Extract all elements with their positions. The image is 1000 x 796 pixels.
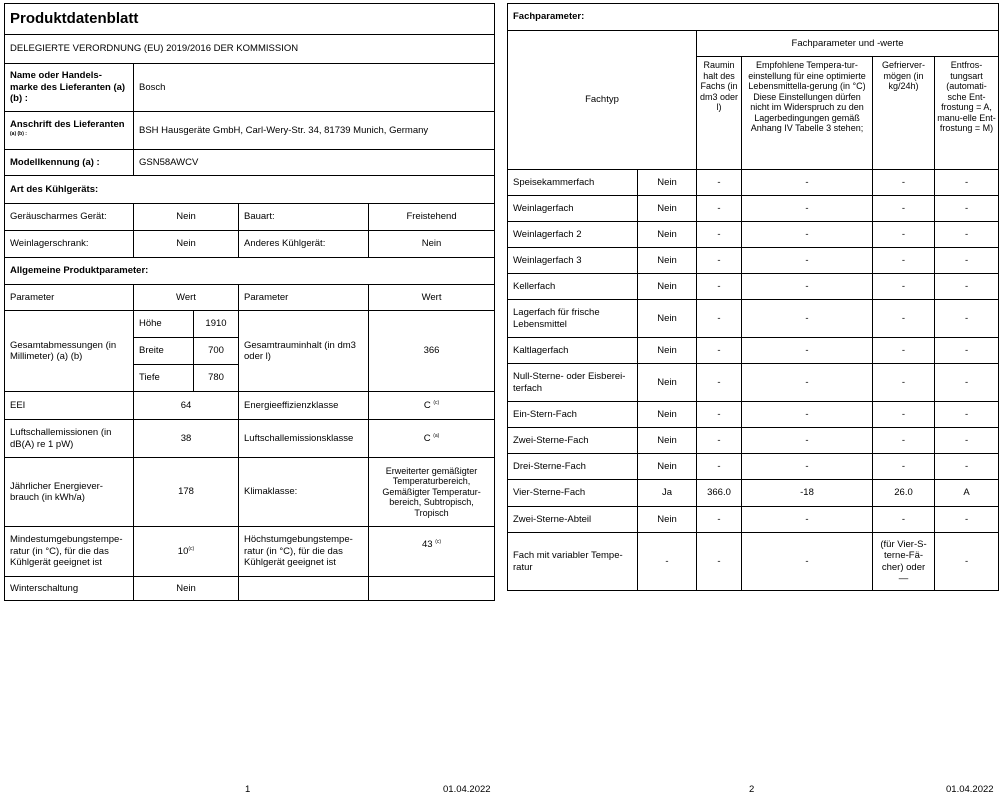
footer-date: 01.04.2022 bbox=[946, 784, 994, 795]
compartment-present: Nein bbox=[638, 364, 697, 402]
param-header: Parameter bbox=[239, 285, 369, 311]
max-temp-label: Höchstumgebungstempe-ratur (in °C), für die das Kühlgerät geeignet ist bbox=[239, 527, 369, 577]
supplier-name: Bosch bbox=[134, 64, 495, 112]
compartment-defrost: - bbox=[935, 364, 999, 402]
value-header: Wert bbox=[134, 285, 239, 311]
compartment-temperature: - bbox=[742, 364, 873, 402]
table-row bbox=[508, 507, 999, 533]
width-label: Breite bbox=[134, 338, 194, 365]
compartment-freezing: - bbox=[873, 300, 935, 338]
compartment-present: Nein bbox=[638, 274, 697, 300]
compartment-present: Nein bbox=[638, 300, 697, 338]
compartment-present: Nein bbox=[638, 222, 697, 248]
temperature-column-header: Empfohlene Tempera-tur-einstellung für eine optimierte Lebensmittella-gerung (in °C) Diese Einstellungen dürfen nicht im Widerspruch zu den Lagerbedingungen gemäß Anhang IV Tabelle 3 stehen; bbox=[742, 57, 873, 170]
freezing-column-header: Gefrierver-mögen (in kg/24h) bbox=[873, 57, 935, 170]
compartment-volume: - bbox=[697, 248, 742, 274]
device-type-heading: Art des Kühlgeräts: bbox=[5, 176, 495, 204]
max-temp-note: (c) bbox=[435, 538, 442, 545]
compartment-volume: - bbox=[697, 428, 742, 454]
compartment-freezing: - bbox=[873, 507, 935, 533]
compartment-volume: - bbox=[697, 300, 742, 338]
max-temp-value: 43 $^{(c)}$ bbox=[369, 527, 495, 577]
empty-cell bbox=[239, 577, 369, 601]
compartment-temperature: - bbox=[742, 248, 873, 274]
climate-label: Klimaklasse: bbox=[239, 458, 369, 527]
compartment-present: Nein bbox=[638, 338, 697, 364]
compartments-heading: Fachparameter: bbox=[508, 4, 999, 31]
noise-class-label: Luftschallemissionsklasse bbox=[239, 420, 369, 458]
eei-value: 64 bbox=[134, 392, 239, 420]
annual-energy-label: Jährlicher Energiever-brauch (in kWh/a) bbox=[5, 458, 134, 527]
compartment-parameters-table bbox=[507, 3, 999, 591]
compartment-temperature: - bbox=[742, 300, 873, 338]
model-id: GSN58AWCV bbox=[134, 150, 495, 176]
table-row bbox=[508, 454, 999, 480]
compartment-volume: - bbox=[697, 507, 742, 533]
group-header: Fachparameter und -werte bbox=[697, 31, 999, 57]
compartment-volume: - bbox=[697, 222, 742, 248]
compartment-present: Nein bbox=[638, 402, 697, 428]
compartment-defrost: A bbox=[935, 480, 999, 507]
dimensions-label: Gesamtabmessungen (in Millimeter) (a) (b) bbox=[5, 311, 134, 392]
compartment-temperature: - bbox=[742, 196, 873, 222]
annual-energy-value: 178 bbox=[134, 458, 239, 527]
compartment-defrost: - bbox=[935, 170, 999, 196]
compartment-name: Fach mit variabler Tempe-ratur bbox=[508, 533, 638, 591]
compartment-name: Lagerfach für frische Lebensmittel bbox=[508, 300, 638, 338]
compartment-freezing: - bbox=[873, 454, 935, 480]
compartment-present: - bbox=[638, 533, 697, 591]
depth-label: Tiefe bbox=[134, 365, 194, 392]
climate-value: Erweiterter gemäßigter Temperaturbereich, Gemäßigter Temperatur-bereich, Subtropisch, Tropisch bbox=[369, 458, 495, 527]
compartment-freezing: - bbox=[873, 364, 935, 402]
compartment-freezing: - bbox=[873, 196, 935, 222]
build-value: Freistehend bbox=[369, 204, 495, 231]
compartment-volume: - bbox=[697, 454, 742, 480]
compartment-present: Nein bbox=[638, 196, 697, 222]
compartment-temperature: - bbox=[742, 428, 873, 454]
compartment-defrost: - bbox=[935, 533, 999, 591]
compartment-temperature: - bbox=[742, 222, 873, 248]
compartment-name: Zwei-Sterne-Fach bbox=[508, 428, 638, 454]
other-device-value: Nein bbox=[369, 231, 495, 258]
compartment-temperature: - bbox=[742, 533, 873, 591]
defrost-column-header: Entfros-tungsart (automati-sche Ent-frostung = A, manu-elle Ent-frostung = M) bbox=[935, 57, 999, 170]
compartment-name: Zwei-Sterne-Abteil bbox=[508, 507, 638, 533]
compartment-name: Speisekammerfach bbox=[508, 170, 638, 196]
model-label: Modellkennung (a) : bbox=[5, 150, 134, 176]
compartment-freezing: - bbox=[873, 274, 935, 300]
compartment-temperature: - bbox=[742, 454, 873, 480]
volume-value: 366 bbox=[369, 311, 495, 392]
min-temp-note: (c) bbox=[188, 545, 195, 552]
compartment-temperature: - bbox=[742, 507, 873, 533]
table-row bbox=[508, 196, 999, 222]
compartment-temperature: -18 bbox=[742, 480, 873, 507]
empty-cell bbox=[369, 577, 495, 601]
compartment-present: Nein bbox=[638, 170, 697, 196]
table-row bbox=[508, 274, 999, 300]
compartment-freezing: - bbox=[873, 428, 935, 454]
volume-column-header: Raumin halt des Fachs (in dm3 oder l) bbox=[697, 57, 742, 170]
compartment-temperature: - bbox=[742, 402, 873, 428]
table-row bbox=[508, 248, 999, 274]
height-label: Höhe bbox=[134, 311, 194, 338]
compartment-volume: - bbox=[697, 364, 742, 402]
winter-label: Winterschaltung bbox=[5, 577, 134, 601]
compartment-name: Weinlagerfach bbox=[508, 196, 638, 222]
compartment-defrost: - bbox=[935, 454, 999, 480]
compartment-defrost: - bbox=[935, 300, 999, 338]
energy-class-value: C $^{(c)}$ bbox=[369, 392, 495, 420]
noise-label: Luftschallemissionen (in dB(A) re 1 pW) bbox=[5, 420, 134, 458]
volume-label: Gesamtrauminhalt (in dm3 oder l) bbox=[239, 311, 369, 392]
table-row bbox=[508, 402, 999, 428]
compartment-present: Nein bbox=[638, 428, 697, 454]
compartment-name: Ein-Stern-Fach bbox=[508, 402, 638, 428]
compartment-name: Drei-Sterne-Fach bbox=[508, 454, 638, 480]
table-row bbox=[508, 428, 999, 454]
compartment-present: Nein bbox=[638, 248, 697, 274]
energy-class-note: (c) bbox=[433, 399, 440, 406]
winter-value: Nein bbox=[134, 577, 239, 601]
low-noise-value: Nein bbox=[134, 204, 239, 231]
compartment-defrost: - bbox=[935, 196, 999, 222]
build-label: Bauart: bbox=[239, 204, 369, 231]
eei-label: EEI bbox=[5, 392, 134, 420]
compartment-freezing: (für Vier-S-terne-Fä-cher) oder — bbox=[873, 533, 935, 591]
compartment-freezing: - bbox=[873, 222, 935, 248]
supplier-name-label: Name oder Handels-marke des Lieferanten (a) (b) : bbox=[5, 64, 134, 112]
compartment-defrost: - bbox=[935, 248, 999, 274]
page-number: 2 bbox=[749, 784, 755, 795]
compartment-defrost: - bbox=[935, 402, 999, 428]
compartment-volume: - bbox=[697, 274, 742, 300]
compartment-temperature: - bbox=[742, 338, 873, 364]
compartment-volume: - bbox=[697, 196, 742, 222]
page-number: 1 bbox=[245, 784, 251, 795]
width-value: 700 bbox=[194, 338, 239, 365]
compartment-freezing: - bbox=[873, 248, 935, 274]
compartment-name: Kaltlagerfach bbox=[508, 338, 638, 364]
wine-cabinet-value: Nein bbox=[134, 231, 239, 258]
compartment-present: Ja bbox=[638, 480, 697, 507]
compartment-freezing: - bbox=[873, 338, 935, 364]
min-temp-label: Mindestumgebungstempe-ratur (in °C), für die das Kühlgerät geeignet ist bbox=[5, 527, 134, 577]
compartment-volume: - bbox=[697, 402, 742, 428]
param-header: Parameter bbox=[5, 285, 134, 311]
depth-value: 780 bbox=[194, 365, 239, 392]
min-temp-value: 10$^{(c)}$ bbox=[134, 527, 239, 577]
compartment-name: Vier-Sterne-Fach bbox=[508, 480, 638, 507]
compartment-present: Nein bbox=[638, 454, 697, 480]
wine-cabinet-label: Weinlagerschrank: bbox=[5, 231, 134, 258]
footer-date: 01.04.2022 bbox=[443, 784, 491, 795]
compartment-defrost: - bbox=[935, 274, 999, 300]
compartment-freezing: - bbox=[873, 170, 935, 196]
compartment-temperature: - bbox=[742, 170, 873, 196]
table-row bbox=[508, 338, 999, 364]
table-row bbox=[508, 170, 999, 196]
table-row bbox=[508, 533, 999, 591]
compartment-freezing: 26.0 bbox=[873, 480, 935, 507]
compartment-present: Nein bbox=[638, 507, 697, 533]
compartment-volume: 366.0 bbox=[697, 480, 742, 507]
noise-value: 38 bbox=[134, 420, 239, 458]
height-value: 1910 bbox=[194, 311, 239, 338]
compartment-temperature: - bbox=[742, 274, 873, 300]
compartment-freezing: - bbox=[873, 402, 935, 428]
regulation-line: DELEGIERTE VERORDNUNG (EU) 2019/2016 DER KOMMISSION bbox=[5, 35, 495, 64]
value-header: Wert bbox=[369, 285, 495, 311]
compartment-defrost: - bbox=[935, 507, 999, 533]
compartment-name: Kellerfach bbox=[508, 274, 638, 300]
compartment-defrost: - bbox=[935, 428, 999, 454]
low-noise-label: Geräuscharmes Gerät: bbox=[5, 204, 134, 231]
energy-class-label: Energieeffizienzklasse bbox=[239, 392, 369, 420]
table-row bbox=[508, 222, 999, 248]
noise-class-note: (a) bbox=[433, 432, 440, 439]
other-device-label: Anderes Kühlgerät: bbox=[239, 231, 369, 258]
noise-class-value: C $^{(a)}$ bbox=[369, 420, 495, 458]
compartment-name: Weinlagerfach 2 bbox=[508, 222, 638, 248]
type-header: Fachtyp bbox=[508, 31, 697, 170]
table-row bbox=[508, 364, 999, 402]
supplier-address-note: (a) (b) : bbox=[10, 130, 27, 137]
compartment-defrost: - bbox=[935, 338, 999, 364]
compartment-volume: - bbox=[697, 170, 742, 196]
compartment-name: Null-Sterne- oder Eisberei-terfach bbox=[508, 364, 638, 402]
sheet-title: Produktdatenblatt bbox=[5, 4, 495, 35]
table-row bbox=[508, 300, 999, 338]
supplier-address-label: Anschrift des Lieferanten $^{(a) (b) :}$ bbox=[5, 112, 134, 150]
general-parameters-table bbox=[4, 3, 495, 601]
compartment-defrost: - bbox=[935, 222, 999, 248]
compartment-name: Weinlagerfach 3 bbox=[508, 248, 638, 274]
table-row bbox=[508, 480, 999, 507]
compartment-volume: - bbox=[697, 338, 742, 364]
supplier-address: BSH Hausgeräte GmbH, Carl-Wery-Str. 34, 81739 Munich, Germany bbox=[134, 112, 495, 150]
general-heading: Allgemeine Produktparameter: bbox=[5, 258, 495, 285]
compartment-volume: - bbox=[697, 533, 742, 591]
